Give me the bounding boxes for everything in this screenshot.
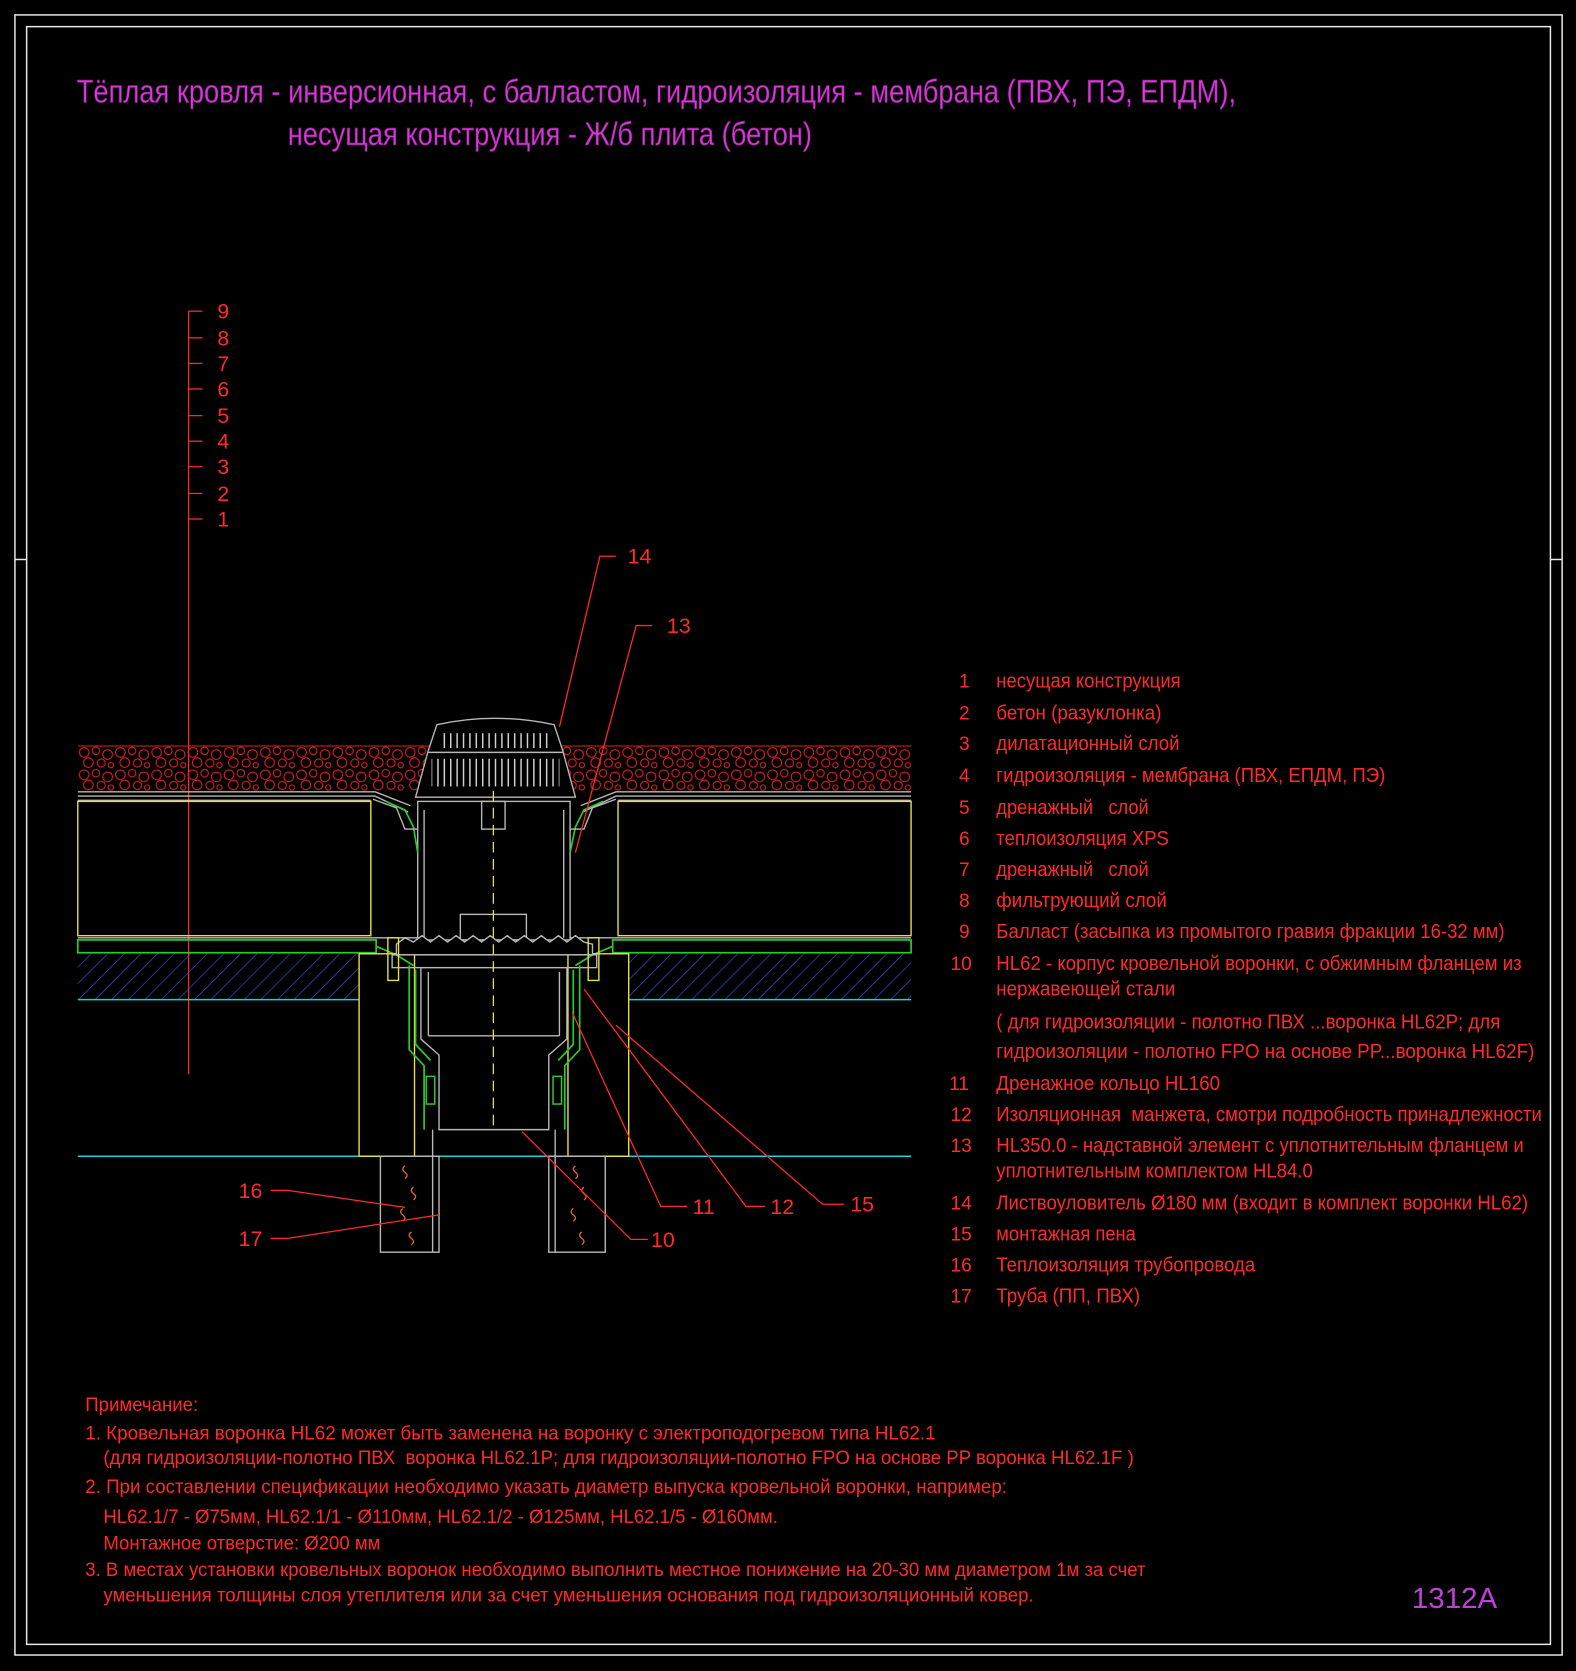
legend (949, 670, 1542, 1307)
title-line-1: Тёплая кровля - инверсионная, с балластом, гидроизоляция - мембрана (ПВХ, ПЭ, ЕПДМ), (76, 73, 1237, 110)
legend-num-7: 7 (959, 859, 970, 881)
drainage-layer-left (78, 940, 376, 953)
notes-heading: Примечание: (85, 1394, 199, 1416)
mounting-foam-right (568, 954, 629, 1156)
pipe-seal-right (553, 1076, 562, 1104)
layer-tick-label-3: 3 (217, 455, 230, 480)
pipe-insulation-mark (580, 1232, 584, 1245)
callout-11-leader (572, 1012, 687, 1206)
legend-text-13-line-1: HL350.0 - надставной элемент с уплотнительным фланцем и (996, 1135, 1524, 1158)
legend-num-12: 12 (950, 1105, 972, 1127)
legend-num-9: 9 (959, 921, 970, 943)
legend-text-1: несущая конструкция (996, 670, 1181, 693)
legend-text-10-line-4: гидроизоляции - полотно FPO на основе PP...воронка HL62F) (996, 1041, 1535, 1064)
xps-insulation-right (618, 801, 911, 935)
legend-text-9: Балласт (засыпка из промытого гравия фракции 16-32 мм) (996, 920, 1505, 943)
leaf-catcher-grille-upper (440, 733, 549, 748)
pipe-insulation-mark (411, 1187, 415, 1200)
drainage-ring (396, 936, 592, 955)
legend-text-6: теплоизоляция XPS (996, 828, 1169, 851)
legend-text-4: гидроизоляция - мембрана (ПВХ, ЕПДМ, ПЭ) (996, 765, 1386, 788)
legend-num-3: 3 (959, 734, 970, 756)
filter-layer-line-right (581, 792, 911, 806)
legend-text-2: бетон (разуклонка) (996, 702, 1162, 725)
callout-13-leader (575, 626, 652, 853)
callout-16-leader (271, 1190, 405, 1207)
legend-num-2: 2 (959, 703, 970, 725)
callout-14-label: 14 (627, 544, 652, 569)
inner-frame (27, 27, 1551, 1645)
xps-insulation-left (78, 801, 371, 935)
filter-layer-line (78, 792, 410, 806)
legend-num-16: 16 (950, 1255, 972, 1277)
legend-num-13: 13 (950, 1136, 972, 1158)
note-2-sizes: HL62.1/7 - Ø75мм, HL62.1/1 - Ø110мм, HL62.1/2 - Ø125мм, HL62.1/5 - Ø160мм. (103, 1506, 778, 1528)
outer-frame (15, 15, 1562, 1655)
layer-tick-label-8: 8 (217, 326, 230, 351)
pipe-insulation-mark (409, 1232, 413, 1245)
legend-num-10: 10 (950, 953, 972, 975)
legend-text-13-line-2: уплотнительным комплектом HL84.0 (996, 1160, 1313, 1183)
callout-13-label: 13 (667, 614, 691, 639)
legend-text-5: дренажный слой (996, 797, 1149, 820)
layer-tick-label-7: 7 (217, 351, 230, 376)
layer-tick-label-1: 1 (217, 507, 230, 532)
mounting-foam-left (359, 954, 414, 1156)
callout-17-label: 17 (238, 1226, 263, 1251)
note-3-continued: уменьшения толщины слоя утеплителя или за счет уменьшения основания под гидроизоляционный ковер. (103, 1585, 1034, 1607)
extension-seal-left (386, 801, 418, 852)
note-1: 1. Кровельная воронка HL62 может быть заменена на воронку с электроподогревом типа HL62.1 (85, 1423, 936, 1445)
legend-num-6: 6 (959, 829, 970, 851)
legend-num-5: 5 (959, 798, 970, 820)
note-2-mounting-hole: Монтажное отверстие: Ø200 мм (103, 1533, 381, 1555)
pipe-insulation-mark (573, 1166, 577, 1179)
leaf-catcher-grille-lower (432, 759, 560, 787)
layer-tick-label-6: 6 (217, 377, 230, 402)
legend-num-4: 4 (959, 766, 970, 788)
drainage-layer-line (78, 796, 408, 812)
note-2: 2. При составлении спецификации необходимо указать диаметр выпуска кровельной воронки, например: (85, 1477, 1007, 1499)
layer-tick-label-9: 9 (217, 299, 230, 324)
pipe-insulation-left (380, 1156, 439, 1252)
callout-17-leader (271, 1215, 439, 1238)
legend-text-11: Дренажное кольцо HL160 (996, 1073, 1221, 1096)
legend-text-12: Изоляционная манжета, смотри подробность принадлежности (996, 1104, 1542, 1127)
pipe-insulation-mark (571, 1208, 575, 1221)
legend-text-10-line-3: ( для гидроизоляции - полотно ПВХ ...воронка HL62P; для (996, 1011, 1501, 1034)
drainage-layer-right (613, 940, 911, 953)
legend-text-14: Листвоуловитель Ø180 мм (входит в комплект воронки HL62) (996, 1192, 1529, 1215)
pipe-insulation-mark (403, 1166, 407, 1179)
extension-flange-left (373, 799, 418, 829)
legend-text-3: дилатационный слой (996, 733, 1180, 756)
legend-text-17: Труба (ПП, ПВХ) (996, 1285, 1141, 1308)
legend-num-1: 1 (959, 671, 970, 693)
legend-text-10-line-1: HL62 - корпус кровельной воронки, с обжимным фланцем из (996, 952, 1522, 975)
pipe-insulation-mark (401, 1208, 405, 1221)
pipe-seal-left (426, 1076, 435, 1104)
legend-text-16: Теплоизоляция трубопровода (996, 1254, 1256, 1277)
legend-text-10-line-2: нержавеющей стали (996, 978, 1176, 1001)
drainage-layer-line-right (583, 796, 911, 812)
concrete-screed-left (78, 954, 359, 1000)
callout-14-leader (559, 556, 615, 727)
legend-num-8: 8 (959, 890, 970, 912)
note-3: 3. В местах установки кровельных воронок необходимо выполнить местное понижение на 20-30 мм диаметром 1м за счет (85, 1560, 1146, 1582)
drawing-code: 1312A (1411, 1583, 1498, 1616)
callout-11-label: 11 (692, 1194, 715, 1219)
layer-tick-label-5: 5 (217, 404, 230, 429)
callout-12-label: 12 (770, 1194, 795, 1219)
legend-num-17: 17 (950, 1286, 972, 1308)
legend-num-11: 11 (949, 1074, 969, 1096)
legend-num-14: 14 (950, 1193, 972, 1215)
legend-text-15: монтажная пена (996, 1223, 1137, 1246)
callout-15-label: 15 (850, 1192, 875, 1217)
notes (85, 1395, 1145, 1607)
title-line-2: несущая конструкция - Ж/б плита (бетон) (287, 115, 812, 152)
legend-text-7: дренажный слой (996, 858, 1149, 881)
callout-10-label: 10 (651, 1227, 675, 1252)
pipe-insulation-right (549, 1156, 605, 1252)
layer-tick-label-2: 2 (217, 481, 230, 506)
concrete-screed-right (629, 954, 911, 1000)
callout-15-leader (616, 1025, 844, 1204)
layer-tick-label-4: 4 (217, 429, 230, 454)
drain-clamping-flange (392, 955, 597, 968)
callout-16-label: 16 (238, 1178, 263, 1203)
legend-text-8: фильтрующий слой (996, 889, 1167, 912)
note-1-continued: (для гидроизоляции-полотно ПВХ воронка HL62.1P; для гидроизоляции-полотно FPO на основе PP воронка HL62.1F ) (103, 1448, 1134, 1470)
legend-num-15: 15 (950, 1224, 972, 1246)
